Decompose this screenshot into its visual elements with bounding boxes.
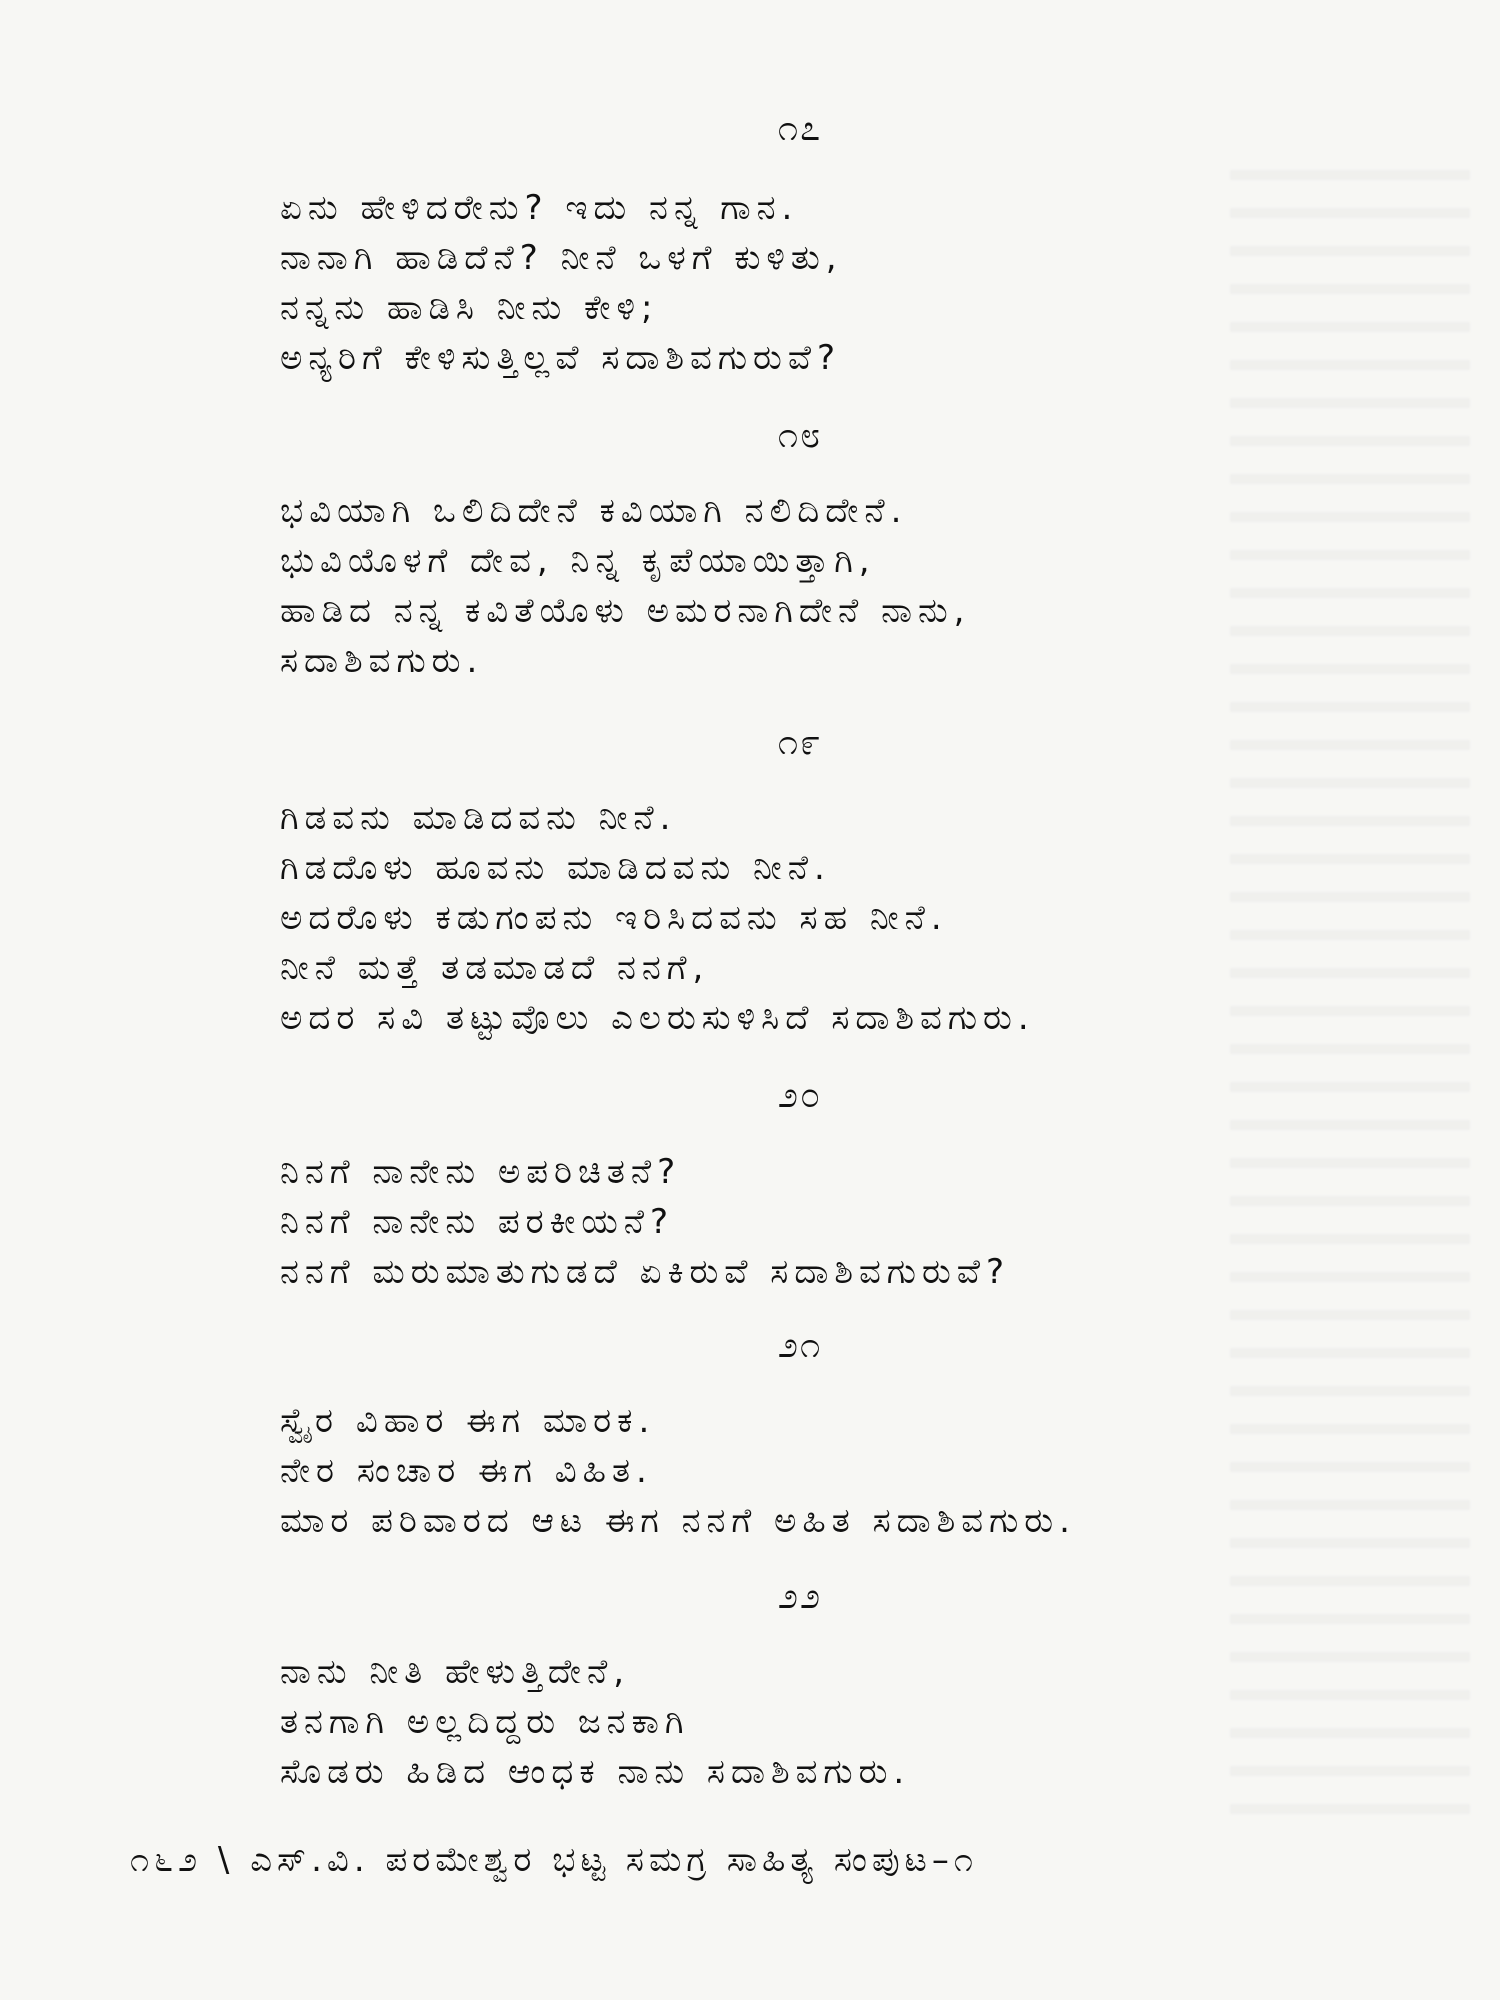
poem-line: ಅದರ ಸವಿ ತಟ್ಟುವೊಲು ಎಲರುಸುಳಿಸಿದೆ ಸದಾಶಿವಗುರು. [280, 998, 1035, 1038]
stanza [280, 1396, 1380, 1546]
stanza-number: ೧೯ [777, 722, 823, 763]
poem-line: ಭುವಿಯೊಳಗೆ ದೇವ, ನಿನ್ನ ಕೃಪೆಯಾಯಿತ್ತಾಗಿ, [280, 541, 876, 581]
poem-line: ನೇರ ಸಂಚಾರ ಈಗ ವಿಹಿತ. [280, 1451, 653, 1491]
stanza-number: ೧೮ [777, 415, 823, 456]
stanza [280, 793, 1380, 1043]
stanza [280, 1647, 1380, 1797]
stanza [280, 183, 1380, 383]
stanza [280, 486, 1380, 686]
poem-line: ತನಗಾಗಿ ಅಲ್ಲದಿದ್ದರು ಜನಕಾಗಿ [280, 1702, 690, 1742]
stanza-number: ೨೨ [777, 1576, 823, 1617]
poem-line: ಏನು ಹೇಳಿದರೇನು? ಇದು ನನ್ನ ಗಾನ. [280, 188, 799, 228]
poem-line: ಸದಾಶಿವಗುರು. [280, 641, 484, 681]
poem-line: ಮಾರ ಪರಿವಾರದ ಆಟ ಈಗ ನನಗೆ ಅಹಿತ ಸದಾಶಿವಗುರು. [280, 1501, 1076, 1541]
poem-line: ಗಿಡದೊಳು ಹೂವನು ಮಾಡಿದವನು ನೀನೆ. [280, 848, 831, 888]
poem-line: ಅದರೊಳು ಕಡುಗಂಪನು ಇರಿಸಿದವನು ಸಹ ನೀನೆ. [280, 898, 948, 938]
poem-line: ಸೊಡರು ಹಿಡಿದ ಆಂಧಕ ನಾನು ಸದಾಶಿವಗುರು. [280, 1752, 911, 1792]
poem-line: ಸ್ವೈರ ವಿಹಾರ ಈಗ ಮಾರಕ. [280, 1401, 656, 1441]
stanza-number: ೨೧ [777, 1325, 823, 1366]
stanza-number: ೨೦ [777, 1075, 823, 1116]
poem-line: ನನ್ನನು ಹಾಡಿಸಿ ನೀನು ಕೇಳಿ; [280, 288, 659, 328]
stanza-number: ೧೭ [777, 108, 823, 149]
stanza [280, 1147, 1380, 1297]
poem-line: ನನಗೆ ಮರುಮಾತುಗುಡದೆ ಏಕಿರುವೆ ಸದಾಶಿವಗುರುವೆ? [280, 1252, 1011, 1292]
poem-line: ನಿನಗೆ ನಾನೇನು ಪರಕೀಯನೆ? [280, 1202, 675, 1242]
poem-line: ನಾನಾಗಿ ಹಾಡಿದೆನೆ? ನೀನೆ ಒಳಗೆ ಕುಳಿತು, [280, 238, 843, 278]
poem-line: ನೀನೆ ಮತ್ತೆ ತಡಮಾಡದೆ ನನಗೆ, [280, 948, 710, 988]
poem-line: ಗಿಡವನು ಮಾಡಿದವನು ನೀನೆ. [280, 798, 677, 838]
poem-line: ಭವಿಯಾಗಿ ಒಲಿದಿದೇನೆ ಕವಿಯಾಗಿ ನಲಿದಿದೇನೆ. [280, 491, 908, 531]
poem-line: ಅನ್ಯರಿಗೆ ಕೇಳಿಸುತ್ತಿಲ್ಲವೆ ಸದಾಶಿವಗುರುವೆ? [280, 338, 842, 378]
poem-line: ನಿನಗೆ ನಾನೇನು ಅಪರಿಚಿತನೆ? [280, 1152, 682, 1192]
poem-line: ಹಾಡಿದ ನನ್ನ ಕವಿತೆಯೊಳು ಅಮರನಾಗಿದೇನೆ ನಾನು, [280, 591, 971, 631]
poem-line: ನಾನು ನೀತಿ ಹೇಳುತ್ತಿದೇನೆ, [280, 1652, 631, 1692]
page-footer: ೧೬೨ \ ಎಸ್.ವಿ. ಪರಮೇಶ್ವರ ಭಟ್ಟ ಸಮಗ್ರ ಸಾಹಿತ್ಯ ಸಂಪುಟ–೧ [130, 1840, 978, 1880]
